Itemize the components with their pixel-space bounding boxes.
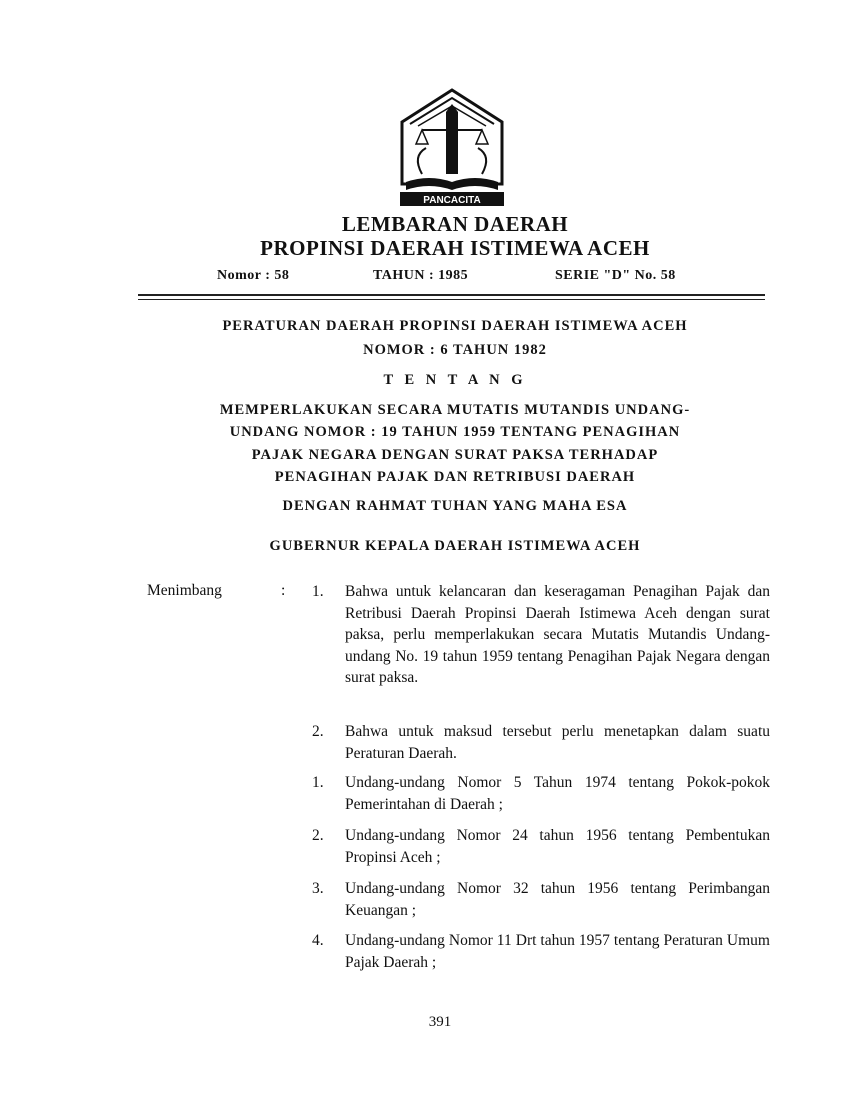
item-text: Bahwa untuk maksud tersebut perlu menetapkan dalam suatu Peraturan Daerah. xyxy=(345,723,770,762)
regulation-title: PERATURAN DAERAH PROPINSI DAERAH ISTIMEWA ACEH xyxy=(222,318,688,334)
page-number: 391 xyxy=(428,1014,452,1030)
subject-line: UNDANG NOMOR : 19 TAHUN 1959 TENTANG PENAGIHAN xyxy=(229,424,681,440)
item-text: Undang-undang Nomor 11 Drt tahun 1957 tentang Peraturan Umum Pajak Daerah ; xyxy=(345,932,770,971)
subject-line: MEMPERLAKUKAN SECARA MUTATIS MUTANDIS UNDANG- xyxy=(219,402,691,418)
aceh-emblem-icon xyxy=(392,82,512,212)
item-number: 1. xyxy=(312,774,324,791)
gazette-series: SERIE "D" No. 58 xyxy=(555,268,676,283)
item-text: Bahwa untuk kelancaran dan keseragaman Penagihan Pajak dan Retribusi Daerah Propinsi Daerah Istimewa Aceh dengan surat paksa, perlu memperlakukan secara Mutatis Mutandis Undang-undang No. 19 tahun 1959 tentang Penagihan Pajak Negara dengan surat paksa. xyxy=(345,583,770,686)
item-number: 1. xyxy=(312,583,324,600)
governor-line: GUBERNUR KEPALA DAERAH ISTIMEWA ACEH xyxy=(269,538,641,554)
regulation-number: NOMOR : 6 TAHUN 1982 xyxy=(363,342,547,358)
item-number: 3. xyxy=(312,880,324,897)
item-text: Undang-undang Nomor 24 tahun 1956 tentang Pembentukan Propinsi Aceh ; xyxy=(345,827,770,866)
item-number: 2. xyxy=(312,827,324,844)
item-text: Undang-undang Nomor 5 Tahun 1974 tentang Pokok-pokok Pemerintahan di Daerah ; xyxy=(345,774,770,813)
blessing-line: DENGAN RAHMAT TUHAN YANG MAHA ESA xyxy=(282,498,628,514)
province-title: PROPINSI DAERAH ISTIMEWA ACEH xyxy=(260,236,650,260)
item-text: Undang-undang Nomor 32 tahun 1956 tentang Perimbangan Keuangan ; xyxy=(345,880,770,919)
tentang-heading: T E N T A N G xyxy=(383,372,527,388)
item-number: 4. xyxy=(312,932,324,949)
considering-label: Menimbang xyxy=(147,582,222,599)
header-divider-thick xyxy=(138,294,765,296)
gazette-year: TAHUN : 1985 xyxy=(373,268,469,283)
subject-line: PAJAK NEGARA DENGAN SURAT PAKSA TERHADAP xyxy=(251,447,659,463)
gazette-number: Nomor : 58 xyxy=(217,268,290,283)
considering-colon: : xyxy=(281,582,286,599)
gazette-title: LEMBARAN DAERAH xyxy=(341,212,569,236)
emblem-banner-text: PANCACITA xyxy=(423,195,481,206)
subject-line: PENAGIHAN PAJAK DAN RETRIBUSI DAERAH xyxy=(274,469,636,485)
header-divider-thin xyxy=(138,299,765,300)
item-number: 2. xyxy=(312,723,324,740)
